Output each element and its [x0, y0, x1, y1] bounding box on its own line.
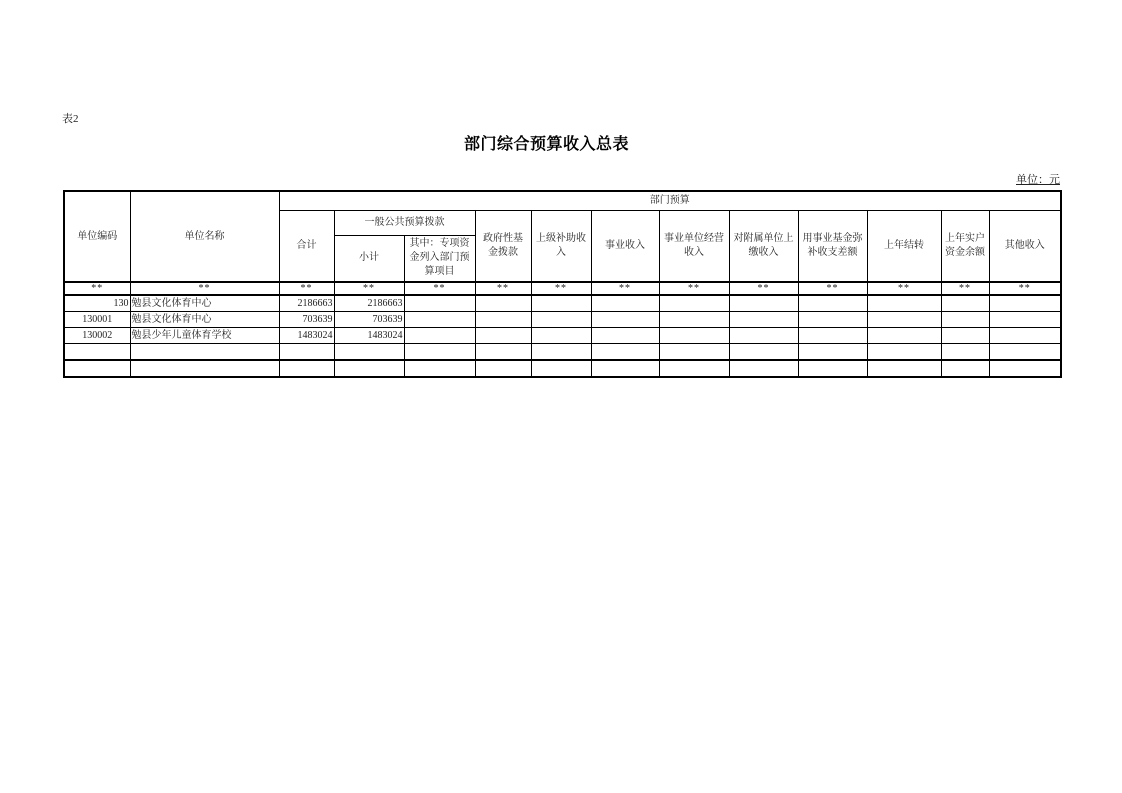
table-cell: **	[867, 282, 941, 295]
col-header-prev-year-carryover: 上年结转	[867, 210, 941, 282]
col-header-business-income: 事业收入	[591, 210, 659, 282]
table-cell	[798, 344, 867, 361]
table-cell	[531, 344, 591, 361]
table-cell	[867, 328, 941, 344]
table-cell	[591, 312, 659, 328]
col-header-superior-subsidy-income: 上级补助收入	[531, 210, 591, 282]
table-cell: **	[334, 282, 404, 295]
table-cell	[531, 312, 591, 328]
header-row-1	[64, 191, 1061, 210]
table-cell	[798, 312, 867, 328]
table-cell: 勉县少年儿童体育学校	[130, 328, 279, 344]
table-cell	[798, 360, 867, 377]
table-cell	[867, 312, 941, 328]
table-cell	[130, 360, 279, 377]
table-cell	[798, 295, 867, 312]
table-cell: 130001	[64, 312, 130, 328]
col-header-operating-income: 事业单位经营收入	[659, 210, 729, 282]
table-cell: 1483024	[334, 328, 404, 344]
table-cell: **	[941, 282, 989, 295]
table-cell: **	[591, 282, 659, 295]
col-header-dept-budget: 部门预算	[279, 191, 1061, 210]
table-cell: 勉县文化体育中心	[130, 295, 279, 312]
table-cell: **	[989, 282, 1061, 295]
table-cell	[404, 312, 475, 328]
table-cell: **	[64, 282, 130, 295]
table-row	[64, 344, 1061, 361]
table-cell	[475, 295, 531, 312]
table-cell: **	[659, 282, 729, 295]
table-cell	[989, 295, 1061, 312]
table-row	[64, 295, 1061, 312]
col-header-subtotal: 小计	[334, 235, 404, 282]
table-cell	[475, 328, 531, 344]
table-cell	[867, 344, 941, 361]
table-cell: **	[798, 282, 867, 295]
table-cell: 2186663	[279, 295, 334, 312]
table-cell	[404, 360, 475, 377]
table-cell	[591, 328, 659, 344]
table-cell	[404, 344, 475, 361]
table-cell: **	[404, 282, 475, 295]
table-cell: 703639	[279, 312, 334, 328]
table-cell	[729, 328, 798, 344]
table-cell	[334, 360, 404, 377]
table-cell	[475, 360, 531, 377]
col-header-fund-offset-balance: 用事业基金弥补收支差额	[798, 210, 867, 282]
table-cell: 1483024	[279, 328, 334, 344]
table-cell	[729, 360, 798, 377]
col-header-affiliated-units-remit-income: 对附属单位上缴收入	[729, 210, 798, 282]
budget-table	[63, 190, 1062, 378]
table-cell: **	[729, 282, 798, 295]
table-cell	[531, 328, 591, 344]
table-cell: 130	[64, 295, 130, 312]
table-cell: 130002	[64, 328, 130, 344]
table-cell	[867, 295, 941, 312]
table-cell	[475, 312, 531, 328]
table-cell	[591, 344, 659, 361]
table-cell	[941, 295, 989, 312]
col-header-gov-fund-allocation: 政府性基金拨款	[475, 210, 531, 282]
table-cell	[279, 344, 334, 361]
table-cell	[941, 312, 989, 328]
table-row	[64, 282, 1061, 295]
col-header-special-fund-item: 其中：专项资金列入部门预算项目	[404, 235, 475, 282]
table-cell	[989, 312, 1061, 328]
budget-table-body	[64, 282, 1061, 377]
table-row	[64, 360, 1061, 377]
table-cell: 勉县文化体育中心	[130, 312, 279, 328]
table-cell	[404, 328, 475, 344]
table-cell	[659, 344, 729, 361]
table-cell	[659, 295, 729, 312]
table-cell	[941, 360, 989, 377]
table-row	[64, 328, 1061, 344]
table-cell	[591, 295, 659, 312]
table-cell	[729, 344, 798, 361]
table-cell	[729, 295, 798, 312]
table-cell	[531, 360, 591, 377]
table-cell	[659, 360, 729, 377]
table-cell: 703639	[334, 312, 404, 328]
table-cell	[989, 328, 1061, 344]
unit-note: 单位：元	[1016, 174, 1060, 186]
table-cell	[659, 312, 729, 328]
table-header	[64, 191, 1061, 282]
table-cell: **	[475, 282, 531, 295]
table-cell	[867, 360, 941, 377]
table-cell	[591, 360, 659, 377]
table-cell	[404, 295, 475, 312]
col-header-unit-name: 单位名称	[130, 191, 279, 282]
table-cell	[334, 344, 404, 361]
page-title: 部门综合预算收入总表	[463, 136, 629, 153]
table-cell: **	[531, 282, 591, 295]
col-header-total: 合计	[279, 210, 334, 282]
table-cell: **	[130, 282, 279, 295]
table-cell	[64, 344, 130, 361]
table-cell: 2186663	[334, 295, 404, 312]
table-cell	[989, 344, 1061, 361]
table-label: 表2	[62, 113, 79, 125]
table-cell	[531, 295, 591, 312]
table-cell	[989, 360, 1061, 377]
table-cell	[659, 328, 729, 344]
table-cell	[941, 328, 989, 344]
table-cell	[798, 328, 867, 344]
table-cell	[941, 344, 989, 361]
table-cell	[729, 312, 798, 328]
table-cell	[64, 360, 130, 377]
col-header-general-public-budget: 一般公共预算拨款	[334, 210, 475, 235]
table-cell	[475, 344, 531, 361]
col-header-other-income: 其他收入	[989, 210, 1061, 282]
table-cell	[279, 360, 334, 377]
table-cell	[130, 344, 279, 361]
col-header-unit-code: 单位编码	[64, 191, 130, 282]
table-row	[64, 312, 1061, 328]
table-cell: **	[279, 282, 334, 295]
col-header-prev-year-account-balance: 上年实户资金余额	[941, 210, 989, 282]
